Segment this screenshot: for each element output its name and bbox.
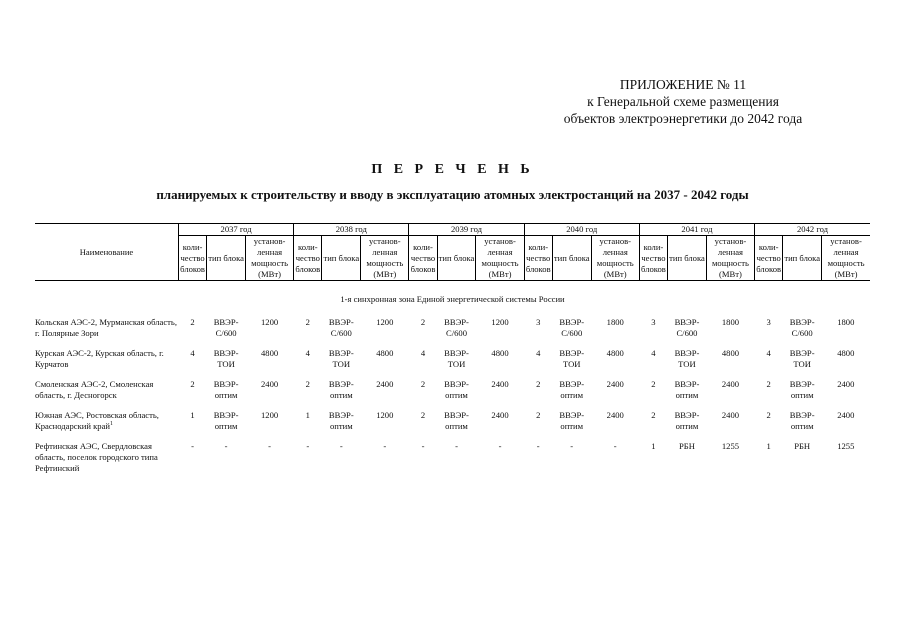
count-cell: 4 xyxy=(190,348,195,358)
plant-name-cell xyxy=(35,348,178,379)
capacity-cell: 1800 xyxy=(721,317,740,327)
count-sub-header: коли-чество блоков xyxy=(524,236,552,281)
count-cell: 4 xyxy=(766,348,771,358)
plant-name: Южная АЭС, Ростовская область, Краснодарский край xyxy=(35,410,159,431)
capacity-cell: - xyxy=(613,441,617,451)
count-cell: - xyxy=(421,441,425,451)
count-cell: 2 xyxy=(305,317,310,327)
capacity-cell: 2400 xyxy=(491,379,509,389)
year-header: 2037 год xyxy=(178,224,293,236)
type-sub-header: тип блока xyxy=(552,236,591,281)
count-sub-header: коли-чество блоков xyxy=(178,236,206,281)
count-cell: 2 xyxy=(420,379,426,389)
type-cell: ВВЭР-оптим xyxy=(328,379,354,400)
type-cell: ВВЭР-оптим xyxy=(444,410,469,431)
plant-name-cell xyxy=(35,317,178,348)
plant-name: Смоленская АЭС-2, Смоленская область, г. Десногорск xyxy=(35,379,154,400)
count-cell: 4 xyxy=(305,348,310,358)
type-cell: ВВЭР-ТОИ xyxy=(674,348,700,369)
capacity-cell: 2400 xyxy=(721,379,740,389)
type-cell: ВВЭР-С/600 xyxy=(328,317,354,338)
type-cell: ВВЭР-оптим xyxy=(789,410,815,431)
capacity-cell: 2400 xyxy=(837,379,855,389)
year-header: 2038 год xyxy=(294,224,409,236)
plant-name: Кольская АЭС-2, Мурманская область, г. Полярные Зори xyxy=(35,317,177,338)
plants-table xyxy=(35,223,870,483)
year-header: 2040 год xyxy=(524,224,639,236)
capacity-cell: 4800 xyxy=(260,348,279,358)
type-sub-header: тип блока xyxy=(207,236,246,281)
count-cell: 2 xyxy=(305,379,310,389)
type-cell: ВВЭР-С/600 xyxy=(789,317,815,338)
type-cell: ВВЭР-С/600 xyxy=(213,317,239,338)
appendix-number: ПРИЛОЖЕНИЕ № 11 xyxy=(619,77,747,92)
type-cell: ВВЭР-оптим xyxy=(328,410,354,431)
zone-label: 1-я синхронная зона Единой энергетической системы России xyxy=(340,294,565,304)
type-sub-header: тип блока xyxy=(437,236,476,281)
type-cell: ВВЭР-С/600 xyxy=(674,317,700,338)
type-cell: - xyxy=(455,441,458,451)
count-cell: - xyxy=(536,441,540,451)
capacity-cell: 1255 xyxy=(837,441,855,451)
capacity-cell: 4800 xyxy=(721,348,740,358)
plant-name-cell xyxy=(35,410,178,441)
appendix-reference: к Генеральной схеме размещения xyxy=(587,94,779,109)
count-cell: 3 xyxy=(536,317,541,327)
count-cell: 2 xyxy=(190,379,195,389)
capacity-cell: 2400 xyxy=(606,410,624,420)
plant-name-cell xyxy=(35,379,178,410)
appendix-header xyxy=(523,76,843,127)
count-sub-header: коли-чество блоков xyxy=(755,236,783,281)
document-subtitle: планируемых к строительству и вводу в эксплуатацию атомных электростанций на 2037 - 2042 годы xyxy=(156,187,749,202)
capacity-cell: 1200 xyxy=(260,317,279,327)
capacity-sub-header: установ-ленная мощность (МВт) xyxy=(706,236,754,281)
type-cell: ВВЭР-ТОИ xyxy=(213,348,239,369)
capacity-cell: 2400 xyxy=(376,379,394,389)
type-cell: ВВЭР-оптим xyxy=(559,379,585,400)
type-cell: - xyxy=(339,441,343,451)
type-cell: ВВЭР-ТОИ xyxy=(559,348,585,369)
type-sub-header: тип блока xyxy=(668,236,707,281)
count-cell: 1 xyxy=(651,441,656,451)
plant-name: Рефтинская АЭС, Свердловская область, поселок городского типа Рефтинский xyxy=(35,441,158,473)
count-cell: 1 xyxy=(190,410,195,420)
capacity-cell: 2400 xyxy=(260,379,279,389)
count-cell: 2 xyxy=(651,410,656,420)
type-cell: - xyxy=(224,441,228,451)
capacity-cell: 2400 xyxy=(606,379,624,389)
count-cell: 1 xyxy=(766,441,771,451)
plant-name-cell xyxy=(35,441,178,483)
type-cell: ВВЭР-оптим xyxy=(444,379,469,400)
count-sub-header: коли-чество блоков xyxy=(294,236,322,281)
count-cell: - xyxy=(306,441,310,451)
count-cell: 2 xyxy=(420,317,426,327)
type-cell: ВВЭР-С/600 xyxy=(559,317,585,338)
year-header: 2039 год xyxy=(409,224,524,236)
count-cell: 2 xyxy=(420,410,426,420)
capacity-cell: - xyxy=(268,441,272,451)
count-cell: 2 xyxy=(190,317,195,327)
type-sub-header: тип блока xyxy=(783,236,822,281)
count-cell: 4 xyxy=(420,348,426,358)
type-cell: ВВЭР-ТОИ xyxy=(444,348,469,369)
capacity-cell: 1255 xyxy=(721,441,740,451)
type-cell: ВВЭР-оптим xyxy=(674,379,700,400)
count-cell: - xyxy=(191,441,195,451)
appendix-scheme-title: объектов электроэнергетики до 2042 года xyxy=(563,111,803,126)
capacity-cell: 1200 xyxy=(376,317,394,327)
capacity-cell: 2400 xyxy=(721,410,740,420)
table-row xyxy=(35,317,870,348)
count-cell: 2 xyxy=(766,379,771,389)
count-cell: 4 xyxy=(651,348,656,358)
capacity-sub-header: установ-ленная мощность (МВт) xyxy=(476,236,524,281)
capacity-cell: 1200 xyxy=(376,410,394,420)
capacity-cell: 1200 xyxy=(491,317,509,327)
type-sub-header: тип блока xyxy=(322,236,361,281)
type-cell: - xyxy=(570,441,574,451)
capacity-sub-header: установ-ленная мощность (МВт) xyxy=(361,236,409,281)
type-cell: ВВЭР-оптим xyxy=(559,410,585,431)
type-cell: ВВЭР-оптим xyxy=(789,379,815,400)
capacity-cell: 4800 xyxy=(376,348,394,358)
capacity-sub-header: установ-ленная мощность (МВт) xyxy=(245,236,293,281)
type-cell: ВВЭР-ТОИ xyxy=(328,348,354,369)
capacity-cell: 4800 xyxy=(606,348,624,358)
type-cell: РБН xyxy=(794,441,811,451)
count-cell: 4 xyxy=(536,348,541,358)
count-cell: 1 xyxy=(305,410,310,420)
plant-name: Курская АЭС-2, Курская область, г. Курчатов xyxy=(35,348,164,369)
year-header: 2042 год xyxy=(755,224,870,236)
capacity-sub-header: установ-ленная мощность (МВт) xyxy=(591,236,639,281)
count-sub-header: коли-чество блоков xyxy=(409,236,437,281)
table-row xyxy=(35,441,870,483)
capacity-cell: 2400 xyxy=(491,410,509,420)
type-cell: ВВЭР-оптим xyxy=(213,379,239,400)
type-cell: ВВЭР-оптим xyxy=(213,410,239,431)
capacity-cell: 4800 xyxy=(837,348,855,358)
count-cell: 2 xyxy=(536,410,541,420)
capacity-cell: - xyxy=(498,441,502,451)
type-cell: ВВЭР-ТОИ xyxy=(789,348,815,369)
capacity-cell: - xyxy=(383,441,387,451)
count-cell: 2 xyxy=(651,379,656,389)
capacity-cell: 2400 xyxy=(837,410,855,420)
year-header: 2041 год xyxy=(639,224,754,236)
count-sub-header: коли-чество блоков xyxy=(639,236,667,281)
type-cell: ВВЭР-оптим xyxy=(674,410,700,431)
table-row xyxy=(35,410,870,441)
footnote-marker: 1 xyxy=(110,421,114,428)
type-cell: ВВЭР-С/600 xyxy=(444,317,469,338)
name-column-header: Наименование xyxy=(35,224,178,281)
capacity-cell: 4800 xyxy=(491,348,509,358)
count-cell: 3 xyxy=(651,317,656,327)
capacity-cell: 1800 xyxy=(606,317,624,327)
count-cell: 2 xyxy=(536,379,541,389)
table-row xyxy=(35,348,870,379)
document-title: П Е Р Е Ч Е Н Ь xyxy=(371,162,534,177)
table-row xyxy=(35,379,870,410)
count-cell: 2 xyxy=(766,410,771,420)
count-cell: 3 xyxy=(766,317,771,327)
capacity-sub-header: установ-ленная мощность (МВт) xyxy=(822,236,870,281)
type-cell: РБН xyxy=(679,441,695,451)
capacity-cell: 1800 xyxy=(837,317,855,327)
capacity-cell: 1200 xyxy=(260,410,279,420)
